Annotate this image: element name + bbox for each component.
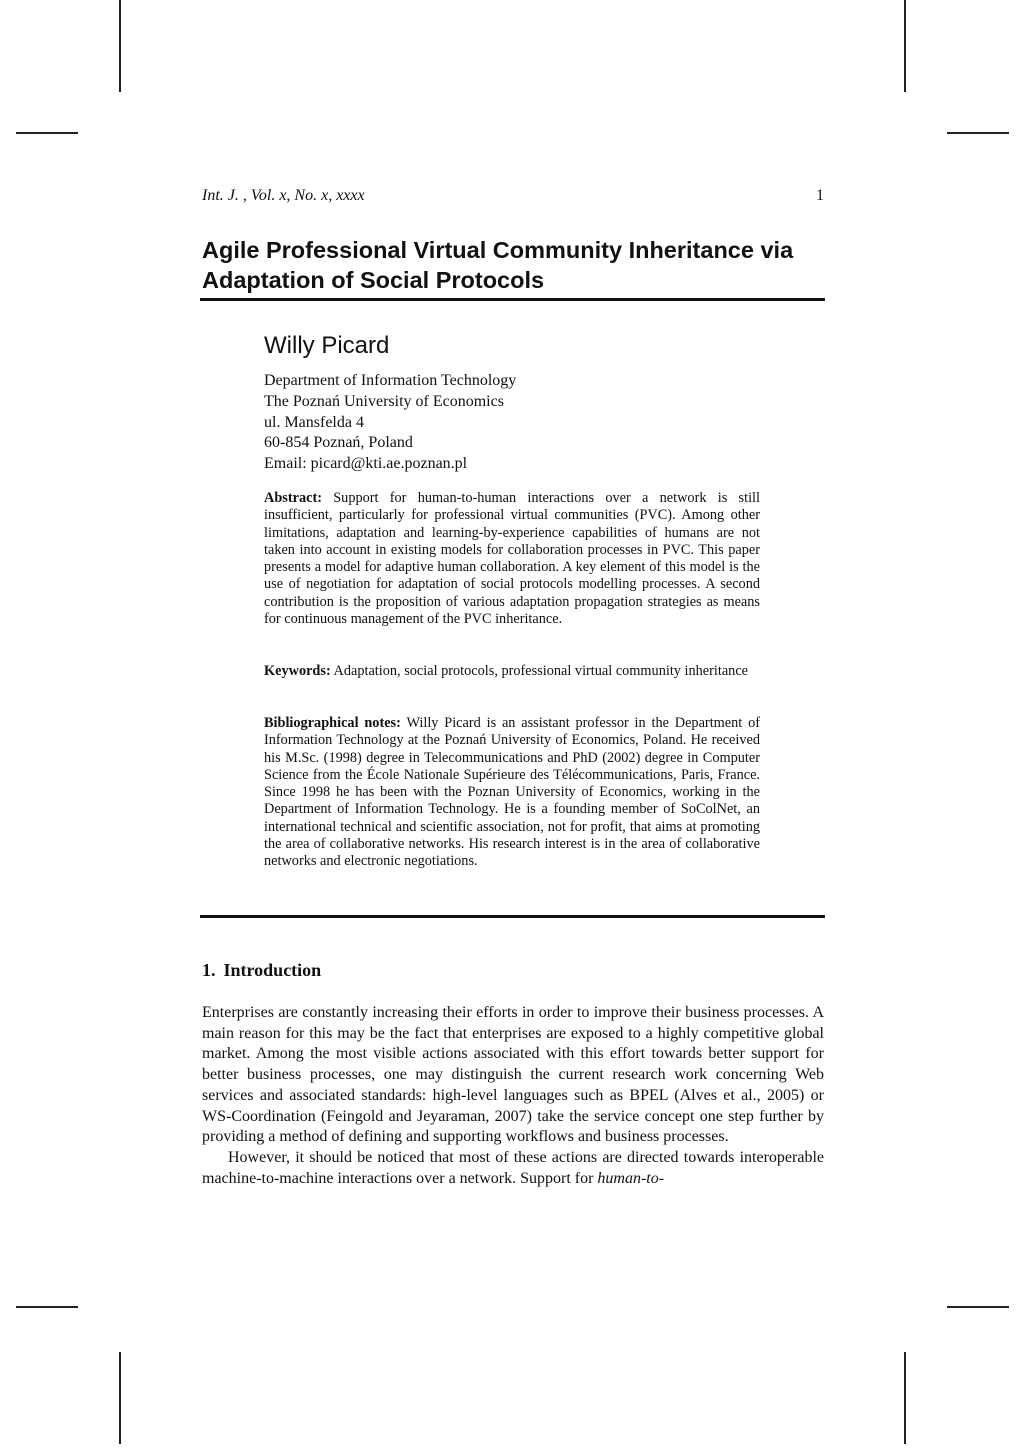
affiliation-email: Email: picard@kti.ae.poznan.pl [264, 455, 468, 473]
abstract-label: Abstract: [264, 490, 322, 506]
crop-mark [119, 0, 121, 92]
crop-mark [16, 1306, 78, 1308]
bibliographical-notes [264, 715, 760, 871]
title-rule [200, 298, 825, 301]
crop-mark [904, 0, 906, 92]
running-head [202, 187, 824, 205]
crop-mark [947, 132, 1009, 134]
paragraph-italic-text: human-to- [597, 1169, 665, 1187]
keywords-text: Adaptation, social protocols, professional virtual community inheritance [333, 663, 749, 679]
front-matter-rule [200, 915, 825, 918]
journal-citation: Int. J. , Vol. x, No. x, xxxx [202, 187, 365, 204]
bio-text: Willy Picard is an assistant professor in the Department of Information Technology at the Poznań University of Economics, Poland. He received his M.Sc. (1998) degree in Telecommunications and PhD (2002) degree in Computer Science from the École Nationale Supérieure des Télécommunications, Paris, France. Since 1998 he has been with the Poznan University of Economics, working in the Department of Information Technology. He is a founding member of SoColNet, an international technical and scientific association, not for profit, that aims at promoting the area of collaborative networks. His research interest is in the area of collaborative networks and electronic negotiations. [264, 715, 760, 870]
section-heading [202, 960, 321, 981]
section-title: Introduction [223, 960, 322, 980]
abstract-text: Support for human-to-human interactions over a network is still insufficient, particularly for professional virtual communities (PVC). Among other limitations, adaptation and learning-by-experience capabilities of humans are not taken into account in existing models for collaboration processes in PVC. This paper presents a model for adaptive human collaboration. A key element of this model is the use of negotiation for adaptation of social protocols modelling processes. A second contribution is the proposition of various adaptation propagation strategies as means for continuous management of the PVC inheritance. [264, 490, 760, 628]
section-number: 1. [202, 960, 216, 980]
abstract [264, 490, 760, 628]
author-name: Willy Picard [264, 332, 390, 359]
affiliation-street: ul. Mansfelda 4 [264, 413, 364, 431]
body-text [202, 1003, 824, 1189]
crop-mark [16, 132, 78, 134]
crop-mark [119, 1352, 121, 1444]
paragraph-text: However, it should be noticed that most of these actions are directed towards interoperable machine-to-machine interactions over a network. Support for [202, 1148, 824, 1187]
crop-mark [904, 1352, 906, 1444]
affiliation-university: The Poznań University of Economics [264, 392, 504, 410]
bio-label: Bibliographical notes: [264, 715, 401, 731]
author-affiliation [264, 371, 764, 475]
crop-mark [947, 1306, 1009, 1308]
affiliation-department: Department of Information Technology [264, 372, 517, 389]
affiliation-city: 60-854 Poznań, Poland [264, 434, 413, 452]
keywords-label: Keywords: [264, 663, 331, 679]
paragraph: Enterprises are constantly increasing their efforts in order to improve their business processes. A main reason for this may be the fact that enterprises are exposed to a highly competitive global market. Among the most visible actions associated with this effort towards better support for better business processes, one may distinguish the current research work concerning Web services and associated standards: high-level languages such as BPEL (Alves et al., 2005) or WS-Coordination (Feingold and Jeyaraman, 2007) take the service concept one step further by providing a method of defining and supporting workflows and business processes. [202, 1004, 824, 1146]
keywords [264, 663, 760, 680]
paper-title: Agile Professional Virtual Community Inheritance via Adaptation of Social Protocols [202, 237, 794, 293]
paragraph [202, 1148, 824, 1189]
page-number: 1 [816, 187, 824, 204]
